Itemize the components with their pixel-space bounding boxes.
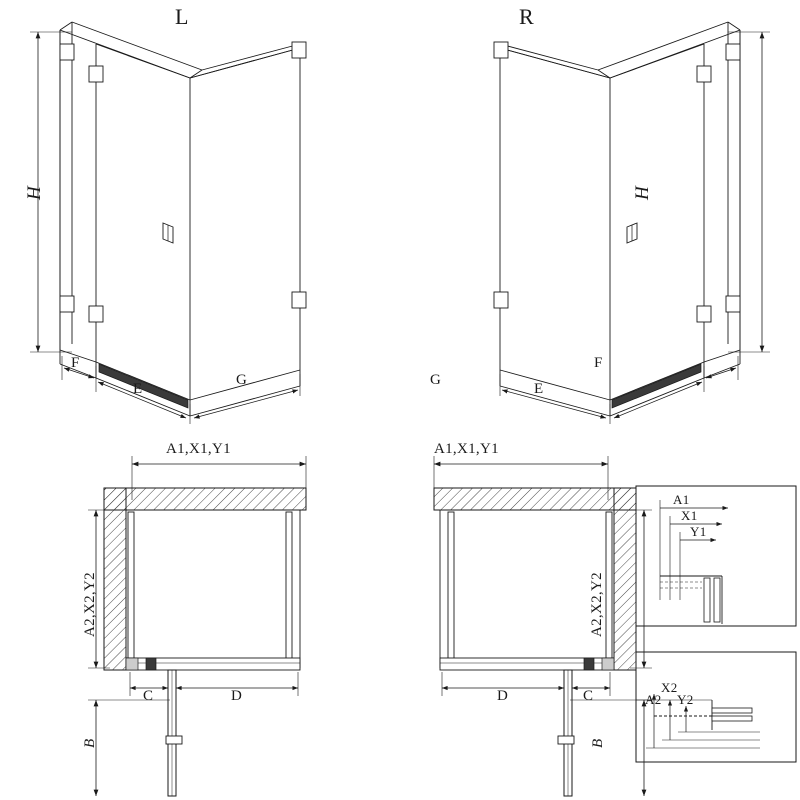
label-f-left: F (71, 355, 80, 371)
label-right-version: R (519, 4, 534, 29)
label-detail-a1: A1 (673, 492, 690, 507)
label-e-left: E (133, 381, 143, 397)
label-detail-x1: X1 (681, 508, 698, 523)
label-height-left: H (24, 185, 45, 200)
right-version-plan-view (434, 456, 652, 796)
label-e-right: E (534, 381, 544, 397)
label-a1x1y1-left: A1,X1,Y1 (166, 441, 231, 457)
label-a2x2y2-left: A2,X2,Y2 (82, 572, 98, 637)
label-detail-y1: Y1 (690, 524, 707, 539)
label-a2x2y2-right: A2,X2,Y2 (589, 572, 605, 637)
label-d-right: D (497, 688, 509, 704)
label-a1x1y1-right: A1,X1,Y1 (434, 441, 499, 457)
label-g-left: G (236, 372, 248, 388)
detail-dimension-a1-x1-y1 (636, 486, 796, 626)
left-version-plan-view (88, 456, 306, 796)
label-g-right: G (430, 372, 442, 388)
label-detail-a2: A2 (645, 692, 662, 707)
label-b-left: B (82, 738, 98, 748)
label-f-right: F (594, 355, 603, 371)
label-d-left: D (231, 688, 243, 704)
label-c-left: C (143, 688, 154, 704)
right-version-3d-view (494, 22, 770, 424)
label-detail-x2: X2 (661, 680, 678, 695)
label-b-right: B (590, 738, 606, 748)
label-height-right: H (632, 185, 653, 200)
label-c-right: C (583, 688, 594, 704)
label-left-version: L (175, 4, 189, 29)
label-detail-y2: Y2 (677, 692, 694, 707)
